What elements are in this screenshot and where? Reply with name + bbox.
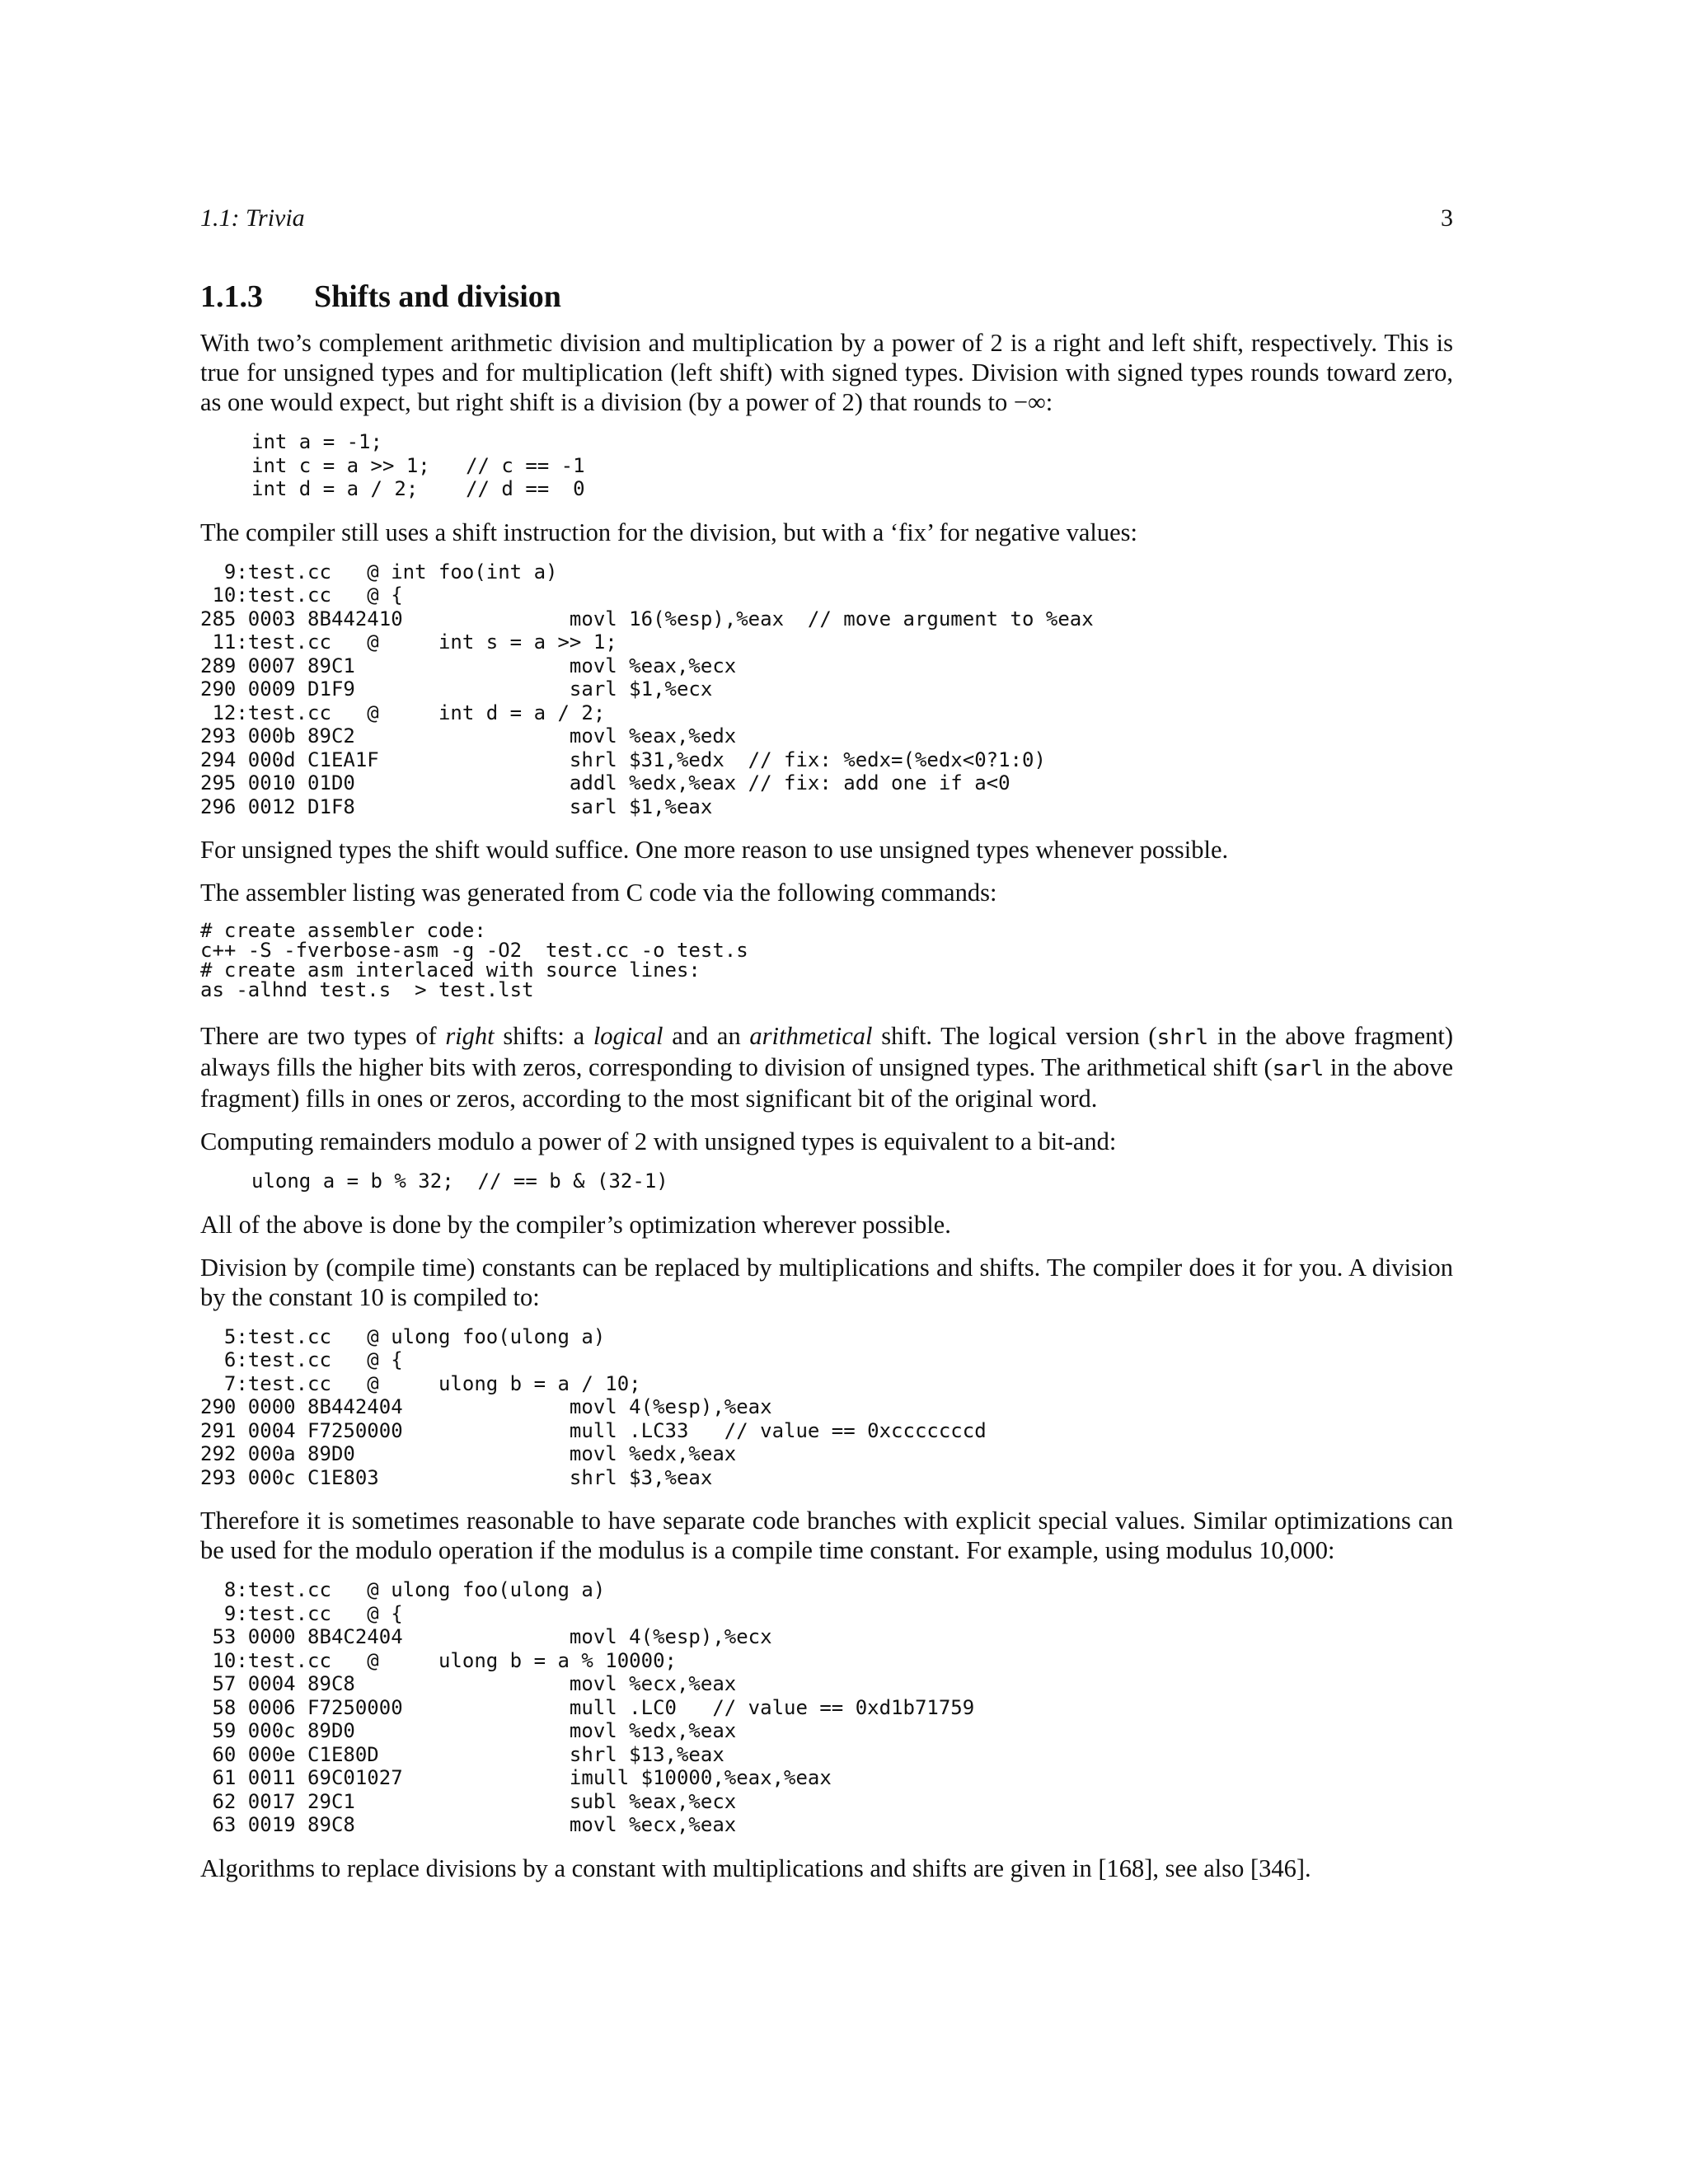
code-listing-modulo-10000: 8:test.cc @ ulong foo(ulong a) 9:test.cc @ { 53 0000 8B4C2404 movl 4(%esp),%ecx 10:test.cc @ ulong b = a % 10000; 57 0004 89C8 movl %ecx,%eax 58 0006 F7250000 mull .LC0 // value == 0xd1b71759 59 000c 89D0 movl %edx,%eax 60 000e C1E80D shrl $13,%eax 61 0011 69C01027 imull $10000,%eax,%eax 62 0017 29C1 subl %eax,%ecx 63 0019 89C8 movl %ecx,%eax <box>212 1578 975 1836</box>
running-header <box>200 204 1453 232</box>
paragraph-remainders: Computing remainders modulo a power of 2 with unsigned types is equivalent to a bit-and: <box>200 1127 1117 1155</box>
page-body <box>200 279 1453 1896</box>
paragraph-unsigned-suffices: For unsigned types the shift would suffice. One more reason to use unsigned types whenever possible. <box>200 836 1229 864</box>
section-title: Shifts and division <box>314 279 561 314</box>
code-modulo-bitand: ulong a = b % 32; // == b & (32-1) <box>251 1169 668 1193</box>
paragraph-shift-types: There are two types of right shifts: a logical and an arithmetical shift. The logical version (shrl in the above fragment) always fills the higher bits with zeros, corresponding to division of unsigned types. The arithmetical shift (sarl in the above fragment) fills in ones or zeros, according to the most significant bit of the original word. <box>200 1022 1454 1113</box>
inline-code-sarl: sarl <box>1272 1057 1325 1081</box>
page-number: 3 <box>1441 204 1453 232</box>
paragraph-references: Algorithms to replace divisions by a constant with multiplications and shifts are given in [168], see also [346]. <box>200 1854 1311 1882</box>
code-listing-division-by-two: 9:test.cc @ int foo(int a) 10:test.cc @ { 285 0003 8B442410 movl 16(%esp),%eax // move argument to %eax 11:test.cc @ int s = a >> 1; 289 0007 89C1 movl %eax,%ecx 290 0009 D1F9 sarl $1,%ecx 12:test.cc @ int d = a / 2; 293 000b 89C2 movl %eax,%edx 294 000d C1EA1F shrl $31,%edx // fix: %edx=(%edx<0?1:0) 295 0010 01D0 addl %edx,%eax // fix: add one if a<0 296 0012 D1F8 sarl $1,%eax <box>200 560 1094 818</box>
code-signed-shift-example: int a = -1; int c = a >> 1; // c == -1 int d = a / 2; // d == 0 <box>251 430 585 500</box>
paragraph-optimization: All of the above is done by the compiler’s optimization wherever possible. <box>200 1210 951 1239</box>
code-assembler-commands: # create assembler code: c++ -S -fverbose-asm -g -O2 test.cc -o test.s # create asm interlaced with source lines: as -alhnd test.s > test.lst <box>200 919 748 1001</box>
section-number: 1.1.3 <box>200 279 263 314</box>
paragraph-special-values: Therefore it is sometimes reasonable to have separate code branches with explicit special values. Similar optimizations can be used for the modulo operation if the modulus is a compile time constant. For example, using modulus 10,000: <box>200 1507 1453 1564</box>
inline-code-shrl: shrl <box>1156 1025 1209 1050</box>
section-heading <box>200 279 1453 315</box>
paragraph-listing-generated: The assembler listing was generated from C code via the following commands: <box>200 879 997 907</box>
header-title: 1.1: Trivia <box>200 204 305 232</box>
code-listing-division-by-ten: 5:test.cc @ ulong foo(ulong a) 6:test.cc @ { 7:test.cc @ ulong b = a / 10; 290 0000 8B442404 movl 4(%esp),%eax 291 0004 F7250000 mull .LC33 // value == 0xcccccccd 292 000a 89D0 movl %edx,%eax 293 000c C1E803 shrl $3,%eax <box>200 1324 987 1489</box>
paragraph-constant-division: Division by (compile time) constants can be replaced by multiplications and shifts. The compiler does it for you. A division by the constant 10 is compiled to: <box>200 1253 1453 1311</box>
paragraph-compiler-fix: The compiler still uses a shift instruction for the division, but with a ‘fix’ for negative values: <box>200 518 1138 546</box>
paragraph-intro: With two’s complement arithmetic division and multiplication by a power of 2 is a right and left shift, respectively. This is true for unsigned types and for multiplication (left shift) with signed types. Division with signed types rounds toward zero, as one would expect, but right shift is a division (by a power of 2) that rounds to −∞: <box>200 329 1453 416</box>
